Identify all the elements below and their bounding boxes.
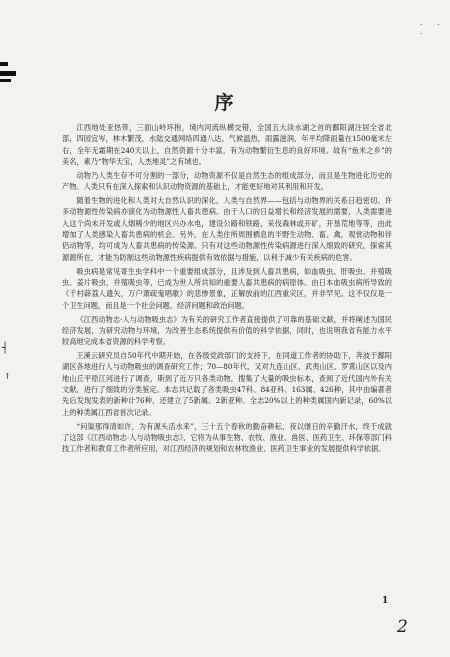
page-title: 序 — [214, 92, 236, 114]
paragraph: 吸虫病是常见寄生虫学科中一个重要组成部分，且涉及到人畜共患病，如血吸虫、肝吸虫、并殖吸虫、姜片吸虫，并殖吸虫等，已成为世人所共知的重要人畜共患病的病原体。由日本血吸虫病所导致的《千村薜荔人遗矢，万户萧疏鬼唱歌》的悲惨景象，正解放前的江西重灾区，并非罕见。这不仅仅是一个卫生问题，而且是一个社会问题、经济问题和政治问题。 — [62, 266, 392, 310]
paragraph: “问渠那得清如许，为有源头活水来”，三十五个春秋的勤奋耕耘，夜以继日的辛勤汗水，终于成就了这部《江西动物志·人与动物吸虫志》，它将为从事生物、农牧、渔业、兽医、医药卫生、环保等部门科技工作者和教育工作者所应用，对江西经济的规划和农林牧渔业、医药卫生事业的发展提供科学依据。 — [62, 421, 392, 454]
left-edge-mark-upper — [0, 71, 16, 76]
left-margin-tick: ↑ — [4, 372, 11, 381]
paragraph: 江西地处亚热带，三面山岭环抱，境内河流纵横交错，全国五大淡水湖之首的鄱阳湖注居全省北部，四园宜岑，林木繁茂，水陆交通网络四通八达。气候温热，雨露滋润，年平均降雨量在1500毫米左右，全年无霜期在240天以上，自然资源十分丰富，有为动物繁衍生息的良好环境。故有“鱼米之乡”的美名，素乃“物华天宝，人杰地灵”之有域也。 — [62, 123, 392, 167]
page-number: 1 — [382, 596, 389, 606]
left-edge-mark-lower — [0, 79, 11, 82]
preface-body — [62, 122, 392, 457]
left-margin-mark: ┤ — [2, 343, 9, 354]
paragraph: 《江西动物志·人与动物吸虫志》为有关的研究工作者直接提供了可靠的基础文献，并将阐述为国民经济发展，为研究动物与环境，为改善生态系统提供有价值的科学依据，同时，也说明我省有能力水平较高地完成本省资源的科学考察。 — [62, 314, 392, 347]
left-edge-mark-top — [0, 62, 8, 66]
paragraph: 动物乃人类生存不可分割的一部分，动物资源不仅是自然生态的组成部分，而且是生物进化历史的产物。人类只有在深入探索和认识动物资源的基础上，才能更好地对其利用和开发。 — [62, 170, 392, 192]
corner-dots: . . . — [420, 18, 446, 36]
paragraph: 随着生物的进化和人类对大自然认识的深化，人类与自然界——包括与动物界的关系日趋密切。许多动物源性传染病亦演化为动物源性人畜共患病。由于人口的日益增长和经济发展的需要，人类需要进入这个尚未开发或人烟稀少的地区兴办水电，建设公路和铁路，采伐森林或开矿，开垦荒地等等，由此增加了人类感染人畜共患病的机会。另外，在人类住所周围栖息的半野生动物、畜、禽，观赏动物和伴侣动物等，均可成为人畜共患病的传染源。只有对这些动物源性传染病源进行深入细致的研究，探索其源源所在，才能为防制这些动物源性疾病提供有效依据与措施，以利于减少有关疾病的危害。 — [62, 196, 392, 262]
paragraph: 王溪云研究员自50年代中期开始，在各级党政部门的支持下，在同道工作者的协助下，奔波于鄱阳湖区各地进行人与动物吸虫的调查研究工作；70—80年代，又对九连山区、武夷山区、罗霄山区以及内地山丘平原江河进行了调查，斯到了近万只各类动物，搜集了大量的吸虫标本，查阅了近代国内外有关文献，进行了细致的分类鉴定。本志共记载了各类吸虫47科、84亚科、163属、426种，其中由编著者先后发现发表的新种计76种，还建立了5新属、2新亚种。全志20%以上的种类属国内新记录，60%以上的种类属江西省首次记录。 — [62, 351, 392, 417]
handwritten-mark: 2 — [397, 617, 408, 637]
